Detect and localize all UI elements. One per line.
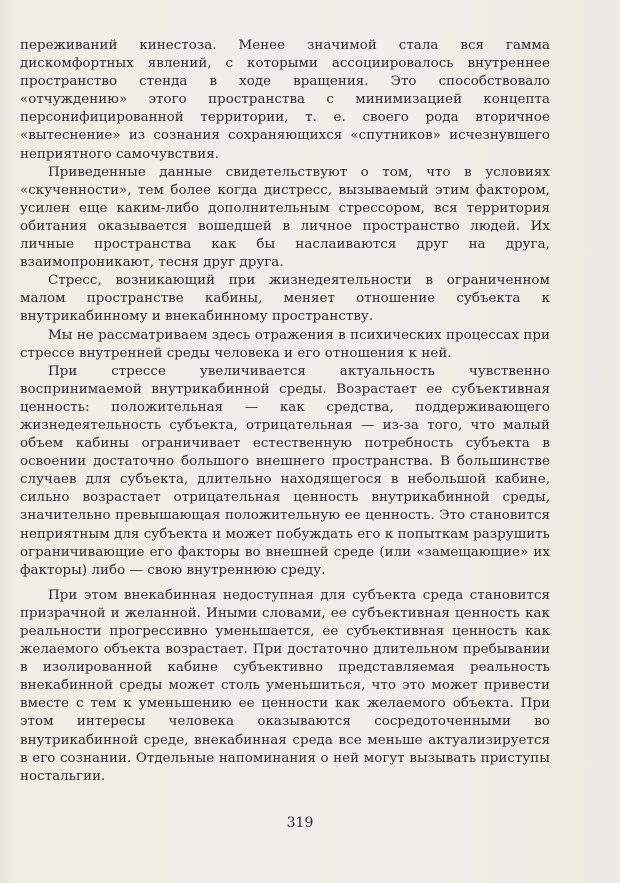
- page-number: 319: [286, 815, 314, 831]
- paragraph: Приведенные данные свидетельствуют о том, что в условиях «скученности», тем более когда дистресс, вызываемый этим фактором, усилен еще каким-либо дополнительным стрессором, вся территория обитания оказывается вошедшей в личное пространство людей. Их личные пространства как бы наслаиваются друг на друга, взаимопроникают, тесня друг друга.: [20, 164, 550, 271]
- paragraph: Стресс, возникающий при жизнедеятельности в ограниченном малом пространстве кабины, меняет отношение субъекта к внутрикабинному и внекабинному пространству.: [20, 273, 550, 325]
- body-text: [20, 37, 550, 786]
- paragraph: При стрессе увеличивается актуальность чувственно воспринимаемой внутрикабинной среды. Возрастает ее субъективная ценность: положительная — как средства, поддерживающего жизнедеятельность субъекта, отрицательная — из-за того, что малый объем кабины ограничивает естественную потребность субъекта в освоении достаточно большого внешнего пространства. В большинстве случаев для субъекта, длительно находящегося в небольшой кабине, сильно возрастает отрицательная ценность внутрикабинной среды, значительно превышающая положительную ее ценность. Это становится неприятным для субъекта и может побуждать его к попыткам разрушить ограничивающие его факторы во внешней среде (или «замещающие» их факторы) либо — свою внутреннюю среду.: [20, 363, 550, 578]
- paragraph: Мы не рассматриваем здесь отражения в психических процессах при стрессе внутренней среды человека и его отношения к ней.: [20, 327, 550, 361]
- paragraph: При этом внекабинная недоступная для субъекта среда становится призрачной и желанной. Иными словами, ее субъективная ценность как реальности прогрессивно уменьшается, ее субъективная ценность как желаемого объекта возрастает. При достаточно длительном пребывании в изолированной кабине субъективно представляемая реальность внекабинной среды может столь уменьшиться, что это может привести вместе с тем к уменьшению ее ценности как желаемого объекта. При этом интересы человека оказываются сосредоточенными во внутрикабинной среде, внекабинная среда все меньше актуализируется в его сознании. Отдельные напоминания о ней могут вызывать приступы ностальгии.: [20, 587, 550, 784]
- paragraph-continued: переживаний кинестоза. Менее значимой стала вся гамма дискомфортных явлений, с которыми ассоциировалось внутреннее пространство стенда в ходе вращения. Это способствовало «отчуждению» этого пространства с минимизацией концепта персонифицированной территории, т. е. своего рода вторичное «вытеснение» из сознания сохраняющихся «спутников» исчезнувшего неприятного самочувствия.: [20, 38, 550, 162]
